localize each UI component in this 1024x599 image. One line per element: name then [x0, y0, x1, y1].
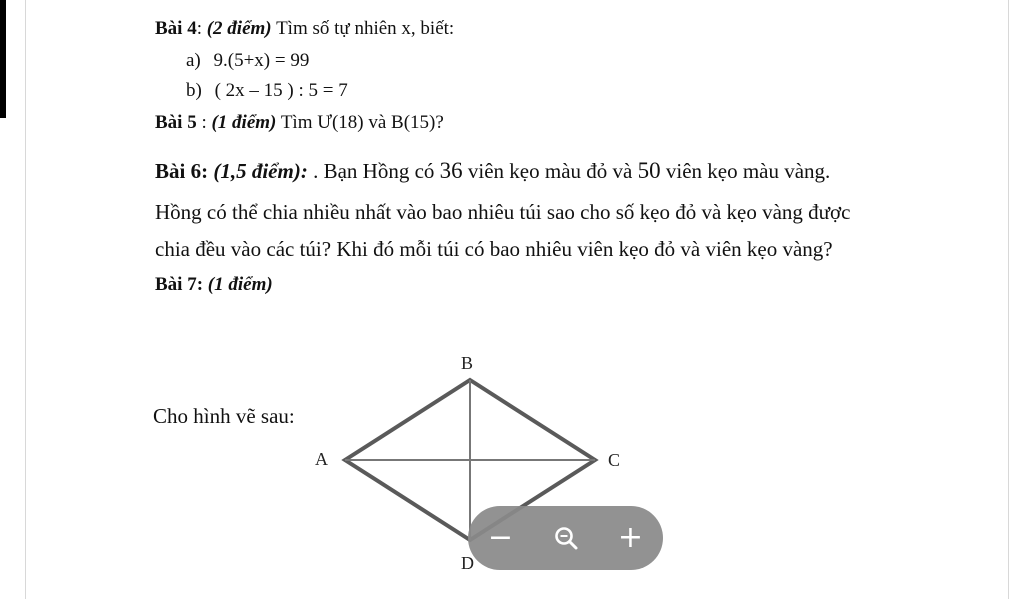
vertex-label-b: B — [461, 353, 474, 373]
bai5-points: (1 điểm) — [211, 112, 277, 133]
bai4-heading — [155, 18, 454, 40]
bai4-title: Bài 4 — [155, 18, 197, 39]
vertex-label-d: D — [461, 553, 474, 573]
bai6-points: (1,5 điểm): — [213, 159, 308, 183]
plus-icon: + — [617, 520, 644, 555]
figure-caption: Cho hình vẽ sau: — [153, 404, 295, 428]
bai7-heading — [155, 274, 273, 296]
bai5-colon: : — [196, 112, 207, 133]
bai6-number-36: 36 — [439, 158, 463, 183]
bai4-b-label: b) — [186, 80, 202, 101]
minus-icon: − — [487, 520, 514, 555]
bai6-line3: chia đều vào các túi? Khi đó mỗi túi có bao nhiêu viên kẹo đỏ và viên kẹo vàng? — [155, 237, 833, 261]
page-right-border — [1008, 0, 1009, 599]
bai5-heading — [155, 112, 444, 134]
zoom-out-button[interactable] — [476, 513, 526, 563]
page-left-border — [25, 0, 26, 599]
bai4-b-expr: ( 2x – 15 ) : 5 = 7 — [214, 80, 348, 101]
left-edge-bar — [0, 0, 6, 118]
bai6-line1 — [155, 158, 830, 184]
bai4-text: Tìm số tự nhiên x, biết: — [276, 18, 455, 39]
bai6-line2: Hồng có thể chia nhiều nhất vào bao nhiêu túi sao cho số kẹo đỏ và kẹo vàng được — [155, 200, 851, 224]
bai6-number-50: 50 — [637, 158, 661, 183]
bai6-text-a: . Bạn Hồng có — [307, 159, 440, 183]
bai4-part-b — [186, 80, 348, 102]
zoom-in-button[interactable] — [606, 513, 656, 563]
bai5-text: Tìm Ư(18) và B(15)? — [280, 112, 444, 133]
bai4-a-expr: 9.(5+x) = 99 — [213, 50, 310, 71]
bai4-colon: : — [196, 18, 202, 39]
bai4-a-label: a) — [186, 50, 201, 71]
zoom-controls — [468, 506, 663, 570]
bai6-title: Bài 6: — [155, 159, 209, 183]
bai6-text-c: viên kẹo màu vàng. — [660, 159, 831, 183]
zoom-magnifier-icon — [553, 525, 579, 551]
bai7-title: Bài 7: — [155, 274, 204, 295]
vertex-label-c: C — [608, 450, 621, 470]
bai7-points: (1 điểm) — [207, 274, 273, 295]
zoom-reset-button[interactable] — [541, 513, 591, 563]
bai6-text-b: viên kẹo màu đỏ và — [462, 159, 638, 183]
bai5-title: Bài 5 — [155, 112, 197, 133]
bai4-part-a — [186, 50, 309, 72]
bai4-points: (2 điểm) — [206, 18, 272, 39]
vertex-label-a: A — [315, 449, 328, 469]
